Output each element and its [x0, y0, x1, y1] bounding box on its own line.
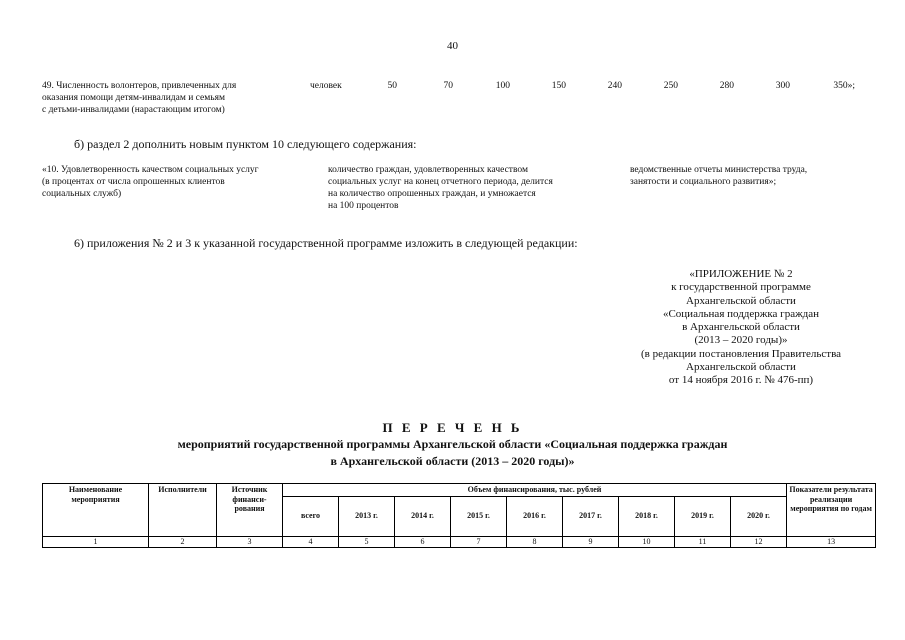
appendix-header — [617, 268, 865, 388]
item-10-method-line: социальных услуг на конец отчетного периода, делится — [328, 177, 553, 187]
page-number: 40 — [447, 40, 458, 52]
header-funding-year: 2014 г. — [395, 496, 451, 536]
indicator-49-value: 70 — [443, 81, 453, 91]
header-funding-year: 2018 г. — [619, 496, 675, 536]
indicator-49-value: 280 — [719, 81, 734, 91]
column-number: 10 — [619, 536, 675, 547]
indicator-49-value: 250 — [663, 81, 678, 91]
appendix-line: (в редакции постановления Правительства — [640, 347, 842, 360]
item-10-source-line: ведомственные отчеты министерства труда, — [630, 165, 808, 175]
column-number: 3 — [217, 536, 283, 547]
item-10-name-line: (в процентах от числа опрошенных клиентов — [42, 177, 225, 187]
appendix-line: в Архангельской области — [682, 321, 800, 334]
column-number: 8 — [507, 536, 563, 547]
header-funding-year: 2015 г. — [451, 496, 507, 536]
document-subtitle — [80, 436, 825, 470]
header-source: Источник финанси-рования — [217, 484, 283, 537]
indicator-49-value: 240 — [607, 81, 622, 91]
indicator-49-description — [42, 80, 302, 116]
paragraph-6: 6) приложения № 2 и 3 к указанной государственной программе изложить в следующей редакции: — [74, 236, 578, 250]
item-10-source-line: занятости и социального развития»; — [630, 177, 777, 187]
appendix-line: Архангельской области — [686, 361, 796, 374]
item-10-source — [630, 164, 870, 188]
document-title: П Е Р Е Ч Е Н Ь — [382, 420, 523, 435]
header-funding-total: всего — [283, 496, 339, 536]
item-10-method — [328, 164, 608, 212]
column-number: 11 — [675, 536, 731, 547]
subtitle-line: в Архангельской области (2013 – 2020 годы)» — [330, 454, 575, 468]
header-funding-year: 2016 г. — [507, 496, 563, 536]
item-10-name — [42, 164, 312, 200]
item-10-name-line: «10. Удовлетворенность качеством социальных услуг — [42, 165, 259, 175]
appendix-line: Архангельской области — [686, 294, 796, 307]
header-indicators: Показатели результата реализации мероприятия по годам — [787, 484, 876, 537]
item-10-method-line: на 100 процентов — [328, 201, 399, 211]
header-name: Наименование мероприятия — [43, 484, 149, 537]
column-number: 12 — [731, 536, 787, 547]
indicator-49-value: 100 — [495, 81, 510, 91]
indicator-49-value: 50 — [387, 81, 397, 91]
header-executors: Исполнители — [149, 484, 217, 537]
header-funding-year: 2020 г. — [731, 496, 787, 536]
column-number: 6 — [395, 536, 451, 547]
indicator-49-value: 350»; — [833, 81, 855, 91]
header-funding-year: 2017 г. — [563, 496, 619, 536]
indicator-49-value: 150 — [551, 81, 566, 91]
column-number: 2 — [149, 536, 217, 547]
column-number: 5 — [339, 536, 395, 547]
appendix-line: (2013 – 2020 годы)» — [694, 334, 788, 347]
column-number: 7 — [451, 536, 507, 547]
header-funding-group: Объем финансирования, тыс. рублей — [283, 484, 787, 497]
item-10-name-line: социальных служб) — [42, 189, 122, 199]
appendix-line: от 14 ноября 2016 г. № 476-пп) — [668, 374, 814, 387]
measures-table — [42, 483, 876, 548]
indicator-49-value: 300 — [775, 81, 790, 91]
indicator-49-line: с детьми-инвалидами (нарастающим итогом) — [42, 105, 225, 115]
indicator-49-line: 49. Численность волонтеров, привлеченных для — [42, 81, 237, 91]
indicator-49-line: оказания помощи детям-инвалидам и семьям — [42, 93, 225, 103]
header-funding-year: 2019 г. — [675, 496, 731, 536]
column-number: 1 — [43, 536, 149, 547]
appendix-line: «Социальная поддержка граждан — [662, 307, 820, 320]
column-number: 4 — [283, 536, 339, 547]
paragraph-b: б) раздел 2 дополнить новым пунктом 10 следующего содержания: — [74, 137, 417, 151]
appendix-line: «ПРИЛОЖЕНИЕ № 2 — [689, 268, 793, 280]
header-funding-year: 2013 г. — [339, 496, 395, 536]
appendix-line: к государственной программе — [671, 281, 811, 294]
item-10-method-line: количество граждан, удовлетворенных качеством — [328, 165, 528, 175]
subtitle-line: мероприятий государственной программы Архангельской области «Социальная поддержка граждан — [177, 437, 728, 451]
indicator-49-unit: человек — [310, 81, 342, 91]
item-10-method-line: на количество опрошенных граждан, и умножается — [328, 189, 536, 199]
column-number: 13 — [787, 536, 876, 547]
column-number: 9 — [563, 536, 619, 547]
